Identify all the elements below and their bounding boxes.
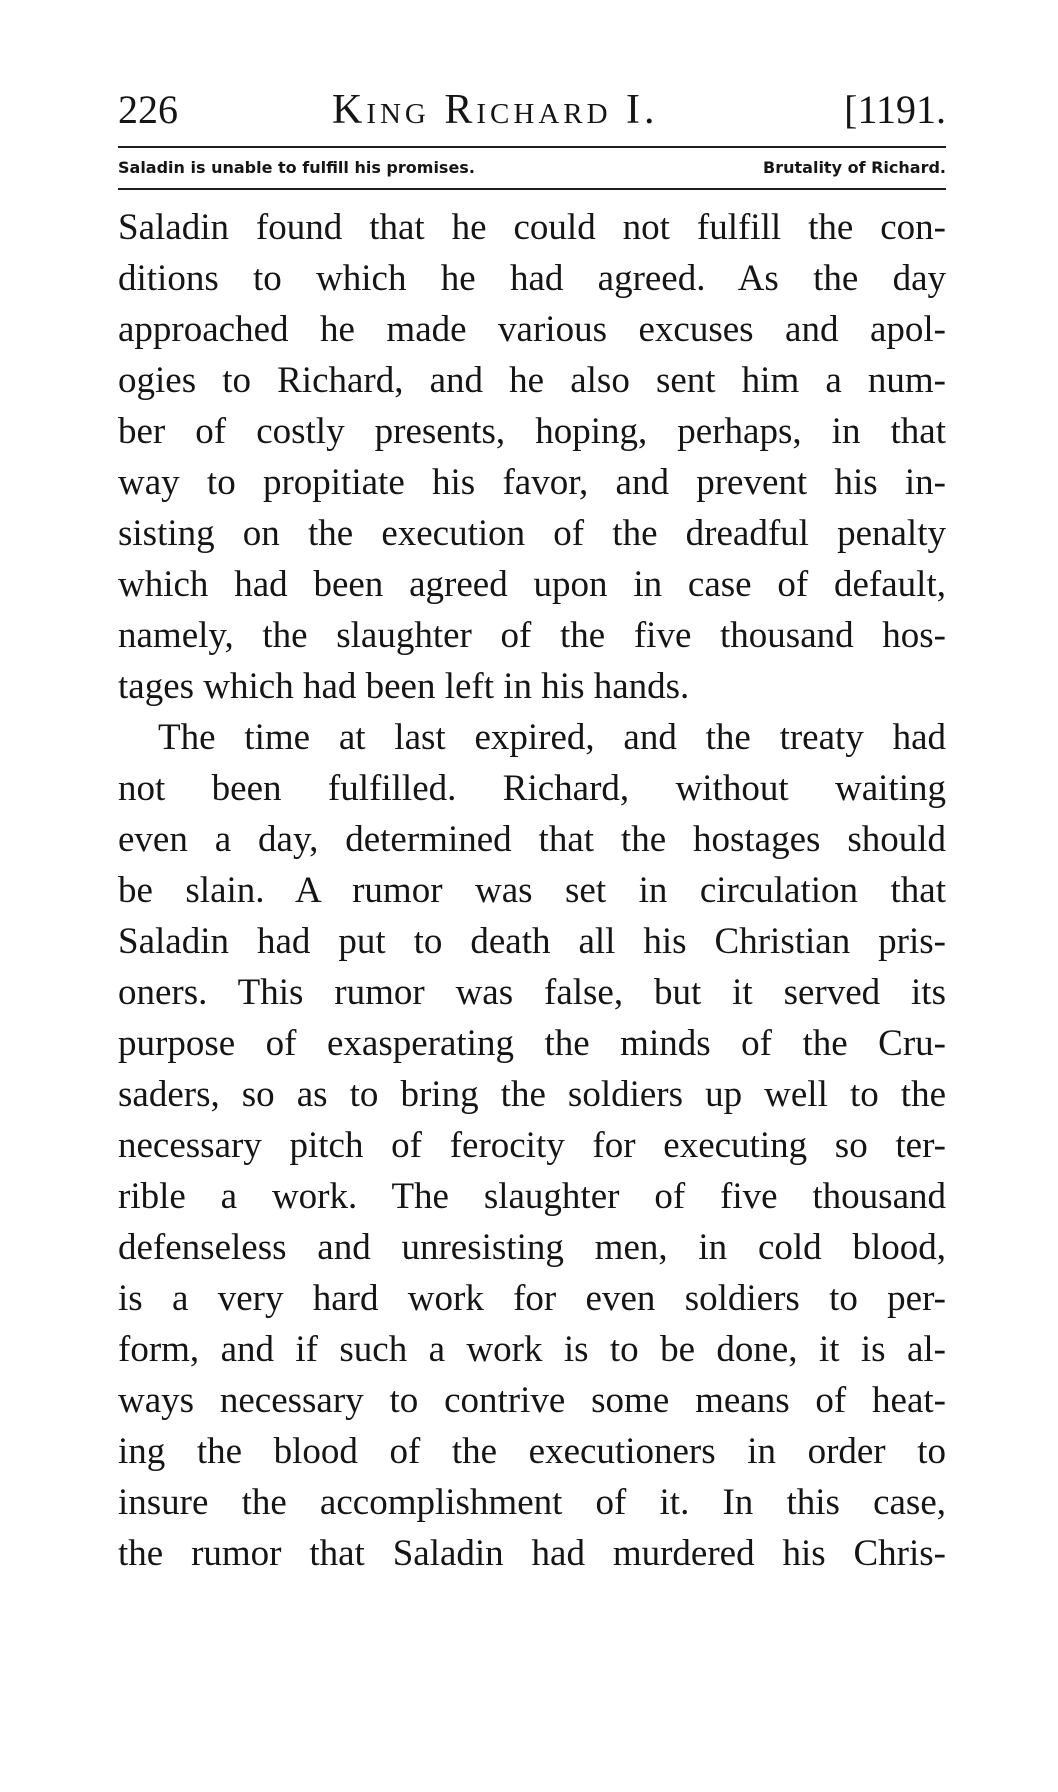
header-rule-bottom [118,188,946,190]
text-line: namely, the slaughter of the five thousand hos- [118,615,946,656]
sidenote-left: Saladin is unable to fulfill his promises. [118,158,475,177]
running-year: [1191. [844,87,946,132]
running-head [118,80,946,140]
text-line: Saladin found that he could not fulfill the con- [118,207,946,248]
text-line: defenseless and unresisting men, in cold blood, [118,1227,946,1268]
paragraph [118,202,946,712]
text-line: approached he made various excuses and apol- [118,309,946,350]
text-line: is a very hard work for even soldiers to per- [118,1278,946,1319]
text-line: oners. This rumor was false, but it served its [118,972,946,1013]
page-number: 226 [118,87,178,132]
text-line: even a day, determined that the hostages should [118,819,946,860]
text-line: be slain. A rumor was set in circulation that [118,870,946,911]
running-title: King Richard I. [332,87,659,133]
text-line: not been fulfilled. Richard, without waiting [118,768,946,809]
text-line: ber of costly presents, hoping, perhaps, in that [118,411,946,452]
text-line: The time at last expired, and the treaty had [158,717,946,758]
sidenotes [118,151,946,185]
text-line: purpose of exasperating the minds of the Cru- [118,1023,946,1064]
text-line: necessary pitch of ferocity for executing so ter- [118,1125,946,1166]
header-rule-top [118,146,946,148]
text-line: the rumor that Saladin had murdered his Chris- [118,1533,946,1574]
paragraph [118,712,946,1579]
text-line: rible a work. The slaughter of five thousand [118,1176,946,1217]
text-line: ways necessary to contrive some means of heat- [118,1380,946,1421]
text-line: sisting on the execution of the dreadful penalty [118,513,946,554]
sidenote-right: Brutality of Richard. [763,158,946,177]
text-line: which had been agreed upon in case of default, [118,564,946,605]
text-line: ditions to which he had agreed. As the day [118,258,946,299]
text-line: insure the accomplishment of it. In this case, [118,1482,946,1523]
text-line: Saladin had put to death all his Christian pris- [118,921,946,962]
text-line: form, and if such a work is to be done, it is al- [118,1329,946,1370]
body-text [118,202,946,1579]
text-line: saders, so as to bring the soldiers up well to the [118,1074,946,1115]
text-line: ogies to Richard, and he also sent him a num- [118,360,946,401]
text-line: way to propitiate his favor, and prevent his in- [118,462,946,503]
text-line: tages which had been left in his hands. [118,666,690,707]
text-line: ing the blood of the executioners in order to [118,1431,946,1472]
